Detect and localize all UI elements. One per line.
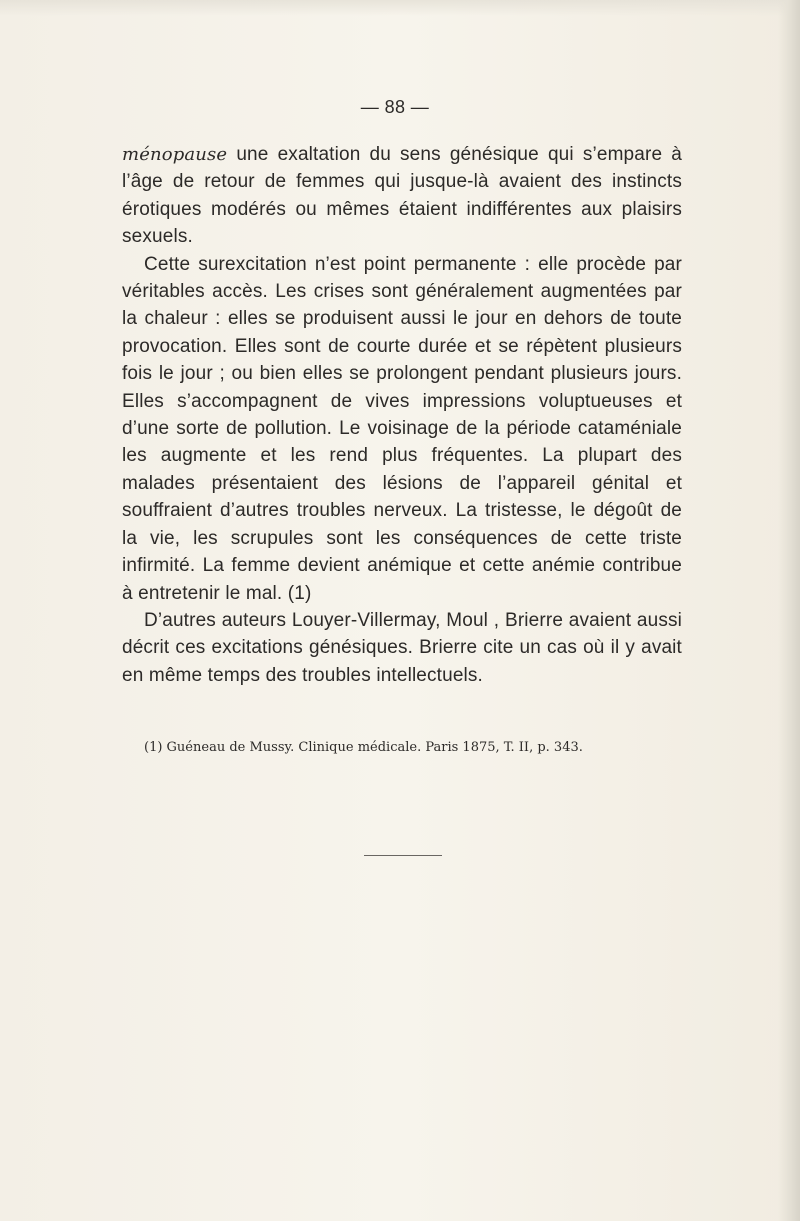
- page-number: — 88 —: [360, 97, 430, 117]
- paragraph-1-emphasis: ménopause: [122, 144, 228, 165]
- footnote: (1) Guéneau de Mussy. Clinique médicale. Paris 1875, T. II, p. 343.: [144, 740, 583, 755]
- paragraph-1-text: une exaltation du sens génésique qui s’empare à l’âge de retour de femmes qui jusque-là avaient des instincts érotiques modérés ou mêmes étaient indifférentes aux plaisirs sexuels.: [122, 144, 682, 248]
- paragraph-2: Cette surexcitation n’est point permanente : elle procède par véritables accès. Les crises sont généralement augmentées par la chaleur : elles se produisent aussi le jour en dehors de toute provocation. Elles sont de courte durée et se répètent plusieurs fois le jour ; ou bien elles se prolongent pendant plusieurs jours. Elles s’accompagnent de vives impressions voluptueuses et d’une sorte de pollution. Le voisinage de la période cataméniale les augmente et les rend plus fréquentes. La plupart des malades présentaient des lésions de l’appareil génital et souffraient d’autres troubles nerveux. La tristesse, le dégoût de la vie, les scrupules sont les conséquences de cette triste infirmité. La femme devient anémique et cette anémie contribue à entretenir le mal. (1): [122, 253, 682, 604]
- paragraph-1: [122, 141, 682, 251]
- paragraph-3: D’autres auteurs Louyer-Villermay, Moul , Brierre avaient aussi décrit ces excitations génésiques. Brierre cite un cas où il y avait en même temps des troubles intellectuels.: [122, 609, 682, 686]
- main-text: [122, 141, 682, 689]
- footnote-rule: [364, 855, 442, 856]
